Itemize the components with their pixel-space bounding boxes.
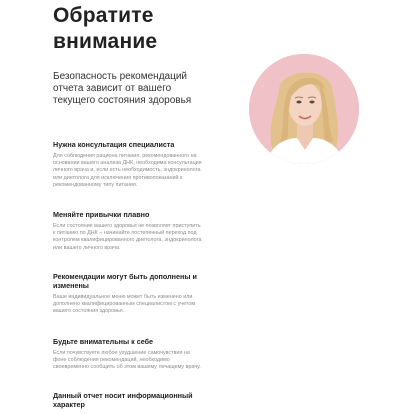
page-title bbox=[53, 3, 253, 55]
section-heading: Данный отчет носит информационный характер bbox=[53, 391, 193, 409]
section-body: Если состояние вашего здоровья не позволяет приступить к питанию по ДНК – начинайте постепенный переход под контролем квалифицированного диетолога, эндокринолога или вашего личного врача. bbox=[53, 223, 202, 251]
page-title-line-2: внимание bbox=[53, 30, 158, 53]
page-subtitle: Безопасность рекомендаций отчета зависит от вашего текущего состояния здоровья bbox=[53, 71, 192, 106]
notice-section bbox=[53, 337, 203, 372]
notice-section bbox=[53, 140, 203, 189]
notice-section bbox=[53, 210, 203, 252]
section-body: Для соблюдения рациона питания, рекомендованного на основании вашего анализа ДНК, необходима консультация личного врача и, если есть необходимость, эндокринолога или диетолога для исключения противопоказаний к рекомендованному типу питания. bbox=[53, 153, 202, 188]
section-heading: Будьте внимательны к себе bbox=[53, 337, 154, 346]
notice-section bbox=[53, 272, 203, 316]
portrait-photo bbox=[249, 54, 359, 164]
section-heading: Рекомендации могут быть дополнены и изменены bbox=[53, 272, 197, 290]
notice-section bbox=[53, 391, 203, 413]
section-body: Если почувствуете любое ухудшение самочувствия на фоне соблюдения рекомендаций, необходимо своевременно сообщить об этом вашему лечащему врачу. bbox=[53, 350, 201, 371]
page-title-line-1: Обратите bbox=[53, 4, 154, 27]
section-body: Ваше индивидуальное меню может быть изменено или дополнено квалифицированным специалистом с учетом вашего состояния здоровья. bbox=[53, 294, 196, 315]
section-heading: Меняйте привычки плавно bbox=[53, 210, 150, 219]
portrait-illustration bbox=[249, 54, 359, 164]
section-heading: Нужна консультация специалиста bbox=[53, 140, 175, 149]
